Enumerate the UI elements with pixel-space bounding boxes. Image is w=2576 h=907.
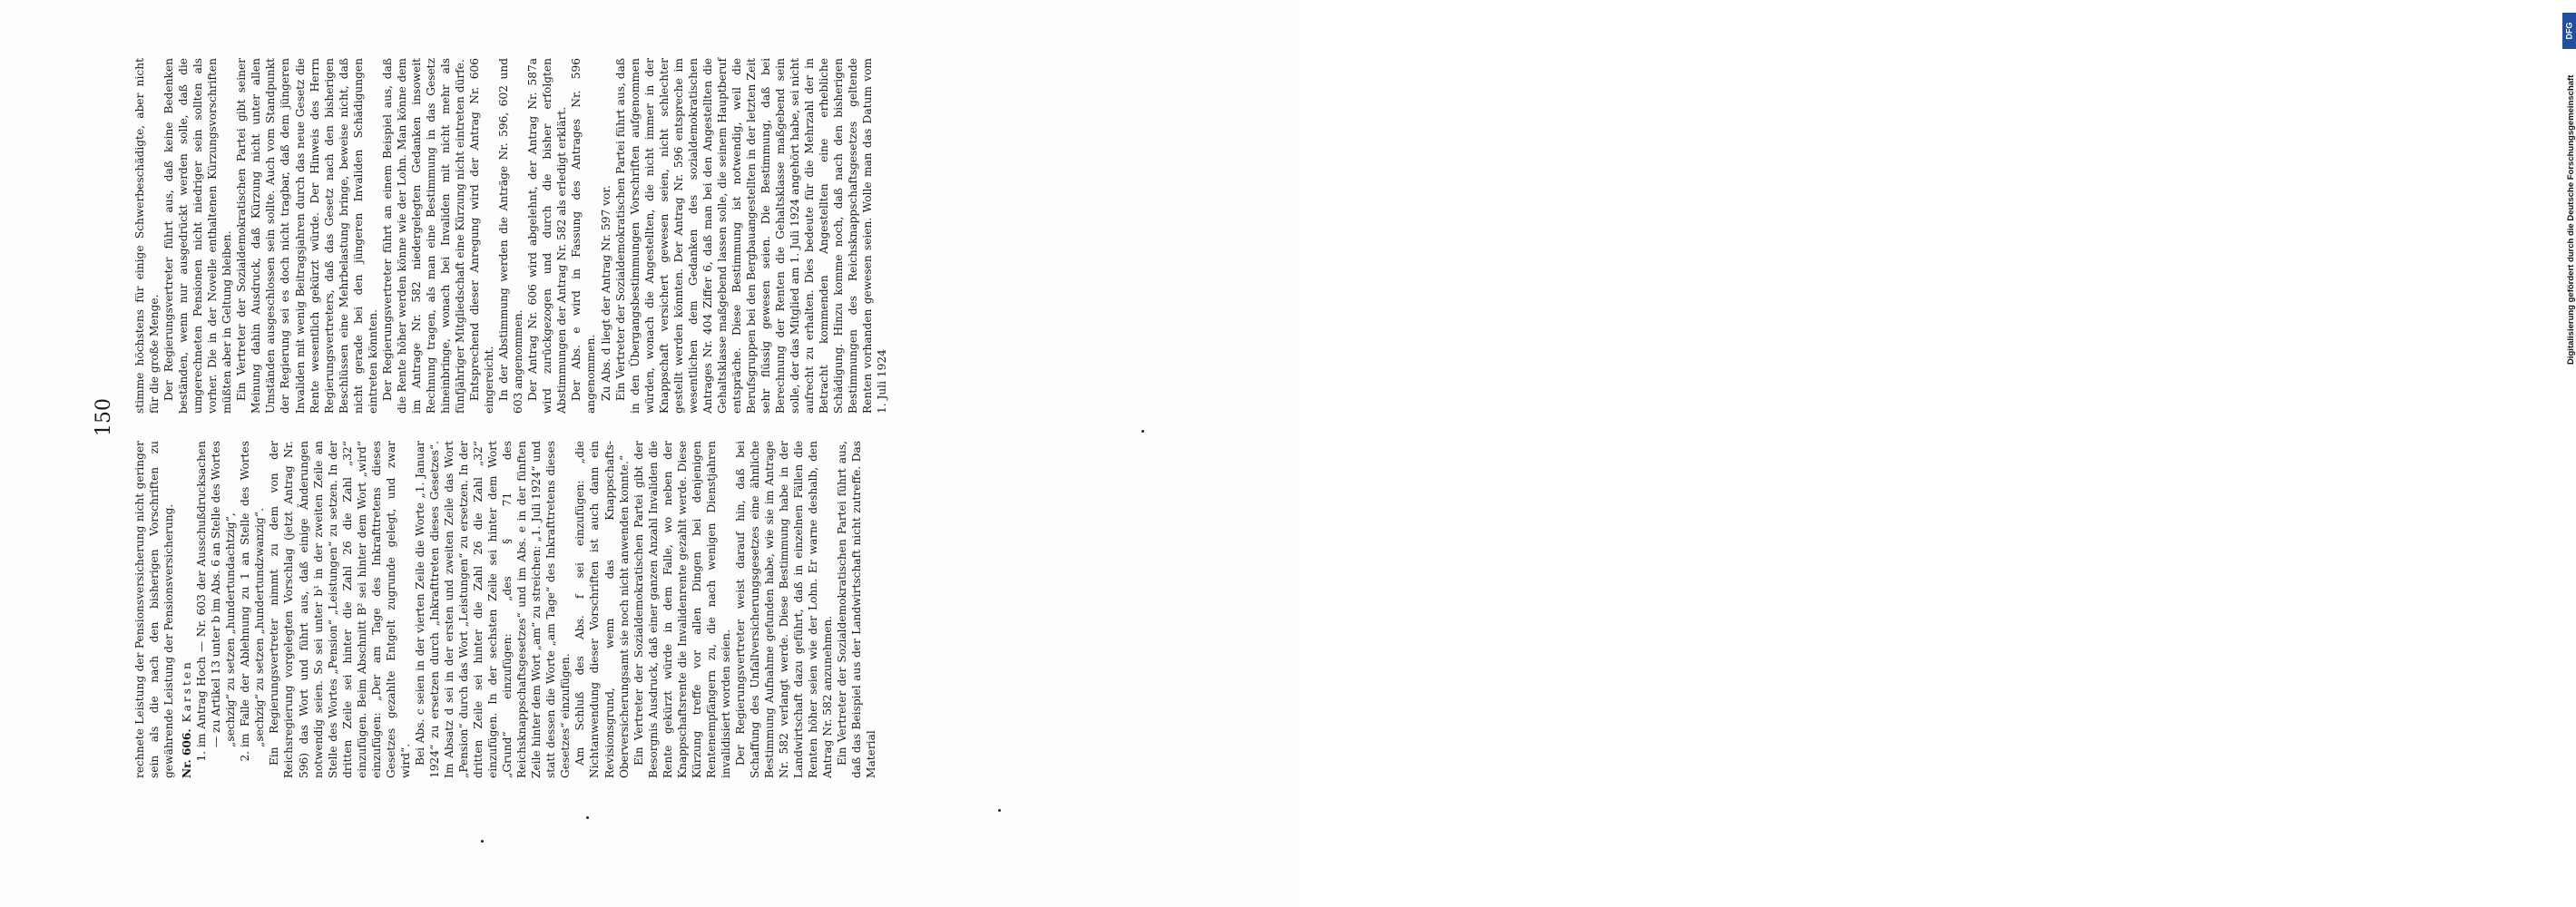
page-number: 150 bbox=[93, 398, 115, 436]
paragraph: Der Regierungsvertreter weist darauf hin, daß bei Schaffung des Unfallversicherungsgesetzes eine ähnliche Bestimmung Aufnahme gefunden habe, wie sie im Antrage Nr. 582 verlangt werde. Diese Bestimmung habe in der Landwirtschaft dazu geführt, daß in einzelnen Fällen die Renten höher seien wie der Lohn. Er warne deshalb, den Antrag Nr. 582 anzunehmen. bbox=[733, 441, 835, 778]
right-column bbox=[132, 58, 1094, 414]
list-item: 2. im Falle der Ablehnung zu 1 an Stelle des Wortes „sechzig“ zu setzen „hundertundzwanzig“. bbox=[238, 441, 267, 747]
paragraph: Der Regierungsvertreter führt an einem Beispiel aus, daß die Rente höher werden könne wie der Lohn. Man könne dem im Antrage Nr. 582 niedergelegten Gedanken insoweit Rechnung tragen, als man eine Bestimmung in das Gesetz hineinbringe, wonach bei Invaliden mit nicht mehr als fünfjähriger Mitgliedschaft eine Kürzung nicht eintreten dürfe. bbox=[380, 58, 467, 414]
paragraph: Ein Vertreter der Sozialdemokratischen Partei führt aus, daß in den Übergangsbestimmungen Vorschriften aufgenommen würden, wonach die Angestellten, die nicht immer in der Knappschaft versichert gewesen seien, nicht schlechter gestellt werden könnten. Der Antrag Nr. 596 entspreche im wesentlichen dem Gedanken des sozialdemokratischen Antrages Nr. 404 Ziffer 6, daß man bei den Angestellten die Gehaltsklasse maßgebend lassen solle, die seinem Hauptberuf entspräche. Diese Bestimmung ist notwendig, weil die Berufsgruppen bei den Bergbauangestellten in der letzten Zeit sehr flüssig gewesen seien. Die Bestimmung, daß bei Berechnung der Renten die Gehaltsklasse maßgebend sein solle, der das Mitglied am 1. Juli 1924 angehört habe, sei nicht aufrecht zu erhalten. Dies bedeute für die Mehrzahl der in Betracht kommenden Angestellten eine erhebliche Schädigung. Hinzu komme noch, daß nach den bisherigen Bestimmungen des Reichsknappschaftsgesetzes geltende Renten vorhanden gewesen seien. Wolle man das Datum vom 1. Juli 1924 bbox=[613, 58, 889, 414]
paragraph: Der Regierungsvertreter führt aus, daß keine Bedenken beständen, wenn nur ausgedrückt werden solle, daß die umgerechneten Pensionen nicht niedriger sein sollten als vorher. Die in der Novelle enthaltenen Kürzungsvorschriften müßten aber in Geltung bleiben. bbox=[162, 58, 234, 414]
paragraph: Ein Vertreter der Sozialdemokratischen Partei gibt der Besorgnis Ausdruck, daß einer ganzen Anzahl Invaliden die Rente gekürzt würde in dem Falle, wo neben der Knappschaftsrente die Invalidenrente gezahlt werde. Diese Kürzung treffe vor allen Dingen bei denjenigen Rentenempfängern zu, die nach wenigen Dienstjahren invalidisiert worden seien. bbox=[632, 441, 732, 778]
rotated-page-content bbox=[91, 45, 1098, 789]
digitization-credit: Digitalisierung gefördert durch die Deutsche Forschungsgemeinschaft bbox=[2566, 74, 2576, 365]
motion-number: Nr. 606. bbox=[181, 728, 194, 778]
paragraph: Der Antrag Nr. 606 wird abgelehnt, der Antrag Nr. 587a wird zurückgezogen und durch die bisher erfolgten Abstimmungen der Antrag Nr. 582 als erledigt erklärt. bbox=[526, 58, 569, 414]
motion-list bbox=[194, 441, 267, 778]
paragraph: Ein Vertreter der Sozialdemokratischen Partei gibt seiner Meinung dahin Ausdruck, daß Kürzung nicht unter allen Umständen ausgeschlossen sein sollte. Auch vom Standpunkt der Regierung sei es doch nicht tragbar, daß dem jüngeren Invaliden mit wenig Beitragsjahren durch das neue Gesetz die Rente wesentlich gekürzt würde. Der Hinweis des Herrn Regierungsvertreters, daß das Gesetz nach den bisherigen Beschlüssen eine Mehrbelastung bringe, beweise nicht, daß nicht gerade bei den jüngeren Invaliden Schädigungen eintreten könnten. bbox=[235, 58, 379, 414]
paragraph: Zu Abs. d liegt der Antrag Nr. 597 vor. bbox=[599, 185, 612, 401]
paragraph: In der Abstimmung werden die Anträge Nr. 596, 602 und 603 angenommen. bbox=[497, 58, 525, 414]
paragraph: Am Schluß des Abs. f sei einzufügen: „die Nichtanwendung dieser Vorschriften ist auch dann ein Revisionsgrund, wenn das Knappschafts-Oberversicherungsamt sie noch nicht anwenden konnte.“ bbox=[573, 441, 631, 778]
paragraph: Ein Regierungsvertreter nimmt zu dem von der Reichsregierung vorgelegten Vorschlag (jetzt Antrag Nr. 596) das Wort und führt aus, daß einige Änderungen notwendig seien. So sei unter b¹ in der zweiten Zeile an Stelle des Wortes „Pension“ „Leistungen“ zu setzen. In der dritten Zeile sei hinter die Zahl 26 die Zahl „32“ einzufügen. Beim Abschnitt B² sei hinter dem Wort „wird“ einzufügen: „Der am Tage des Inkrafttretens dieses Gesetzes gezahlte Entgelt zugrunde gelegt, und zwar wird“. bbox=[268, 441, 412, 778]
section-heading bbox=[180, 441, 194, 778]
list-item: 1. im Antrag Hoch — Nr. 603 der Ausschußdrucksachen — zu Artikel 13 unter b im Abs. 6 an Stelle des Wortes „sechzig“ zu setzen „hundertundachtzig“, bbox=[194, 441, 238, 747]
digitization-sidebar bbox=[1279, 9, 2576, 898]
paragraph: Bei Abs. c seien in der vierten Zeile die Worte „1. Januar 1924“ zu ersetzen durch „Inkrafttreten dieses Gesetzes“. Im Absatz d sei in der ersten und zweiten Zeile das Wort „Pension“ durch das Wort „Leistungen“ zu ersetzen. In der dritten Zeile sei hinter die Zahl 26 die Zahl „32“ einzufügen. In der sechsten Zeile sei hinter dem Wort „Grund“ einzufügen: „des § 71 des Reichsknappschaftsgesetzes“ und im Abs. e in der fünften Zeile hinter dem Wort „am“ zu streichen: „1. Juli 1924“ und statt dessen die Worte „am Tage“ des Inkrafttretens dieses Gesetzes“ einzufügen. bbox=[413, 441, 573, 778]
left-column bbox=[132, 441, 1094, 778]
paragraph: Entsprechend dieser Anregung wird der Antrag Nr. 606 eingereicht. bbox=[468, 58, 496, 414]
paragraph: Ein Vertreter der Sozialdemokratischen Partei führt aus, daß das Beispiel aus der Landwirtschaft nicht zutreffe. Das Material bbox=[836, 441, 878, 778]
scan-speck bbox=[998, 809, 1001, 812]
scan-speck bbox=[1141, 430, 1144, 433]
paragraph: stimme höchstens für einige Schwerbeschädigte, aber nicht für die große Menge. bbox=[133, 58, 162, 414]
paragraph: Der Abs. e wird in Fassung des Antrages Nr. 596 angenommen. bbox=[570, 58, 598, 414]
dfg-logo: DFG bbox=[2562, 13, 2576, 49]
scan-speck bbox=[586, 816, 589, 819]
scan-speck bbox=[481, 840, 484, 843]
motion-author: Karsten bbox=[181, 659, 194, 729]
paragraph: rechnete Leistung der Pensionsversicherung nicht geringer sein als die nach den bisherigen Vorschriften zu gewährende Leistung der Pensionsversicherung. bbox=[133, 441, 176, 778]
